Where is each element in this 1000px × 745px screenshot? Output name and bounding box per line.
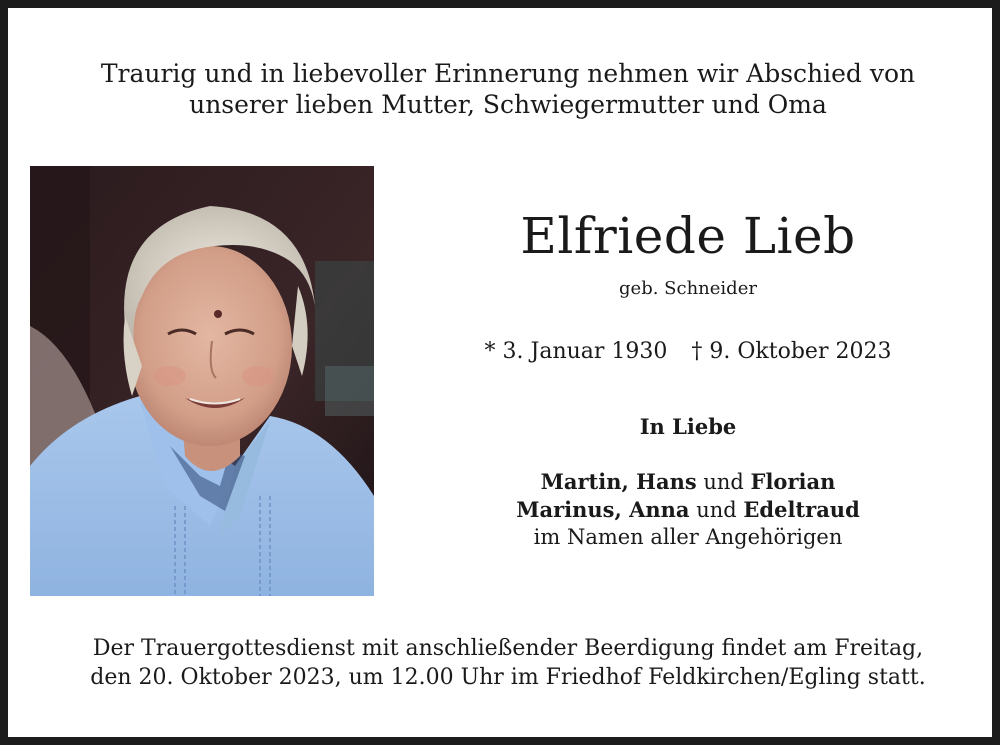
death-date: † 9. Oktober 2023 bbox=[691, 339, 892, 364]
deceased-name: Elfriede Lieb bbox=[520, 207, 856, 265]
conjunction: und bbox=[696, 498, 737, 522]
mourners-row-3: im Namen aller Angehörigen bbox=[533, 525, 843, 549]
portrait-photo bbox=[30, 166, 374, 596]
mourner-names: Martin, Hans bbox=[540, 469, 697, 494]
service-line-1: Der Trauergottesdienst mit anschließender Beerdigung findet am Freitag, bbox=[92, 636, 924, 661]
mourners-row-1 bbox=[468, 468, 908, 496]
life-dates bbox=[468, 338, 908, 366]
intro-line-1: Traurig und in liebevoller Erinnerung nehmen wir Abschied von bbox=[100, 59, 916, 88]
mourners-list bbox=[468, 468, 908, 551]
conjunction: und bbox=[703, 470, 744, 494]
maiden-name: geb. Schneider bbox=[619, 278, 757, 299]
mourners-row-2 bbox=[468, 496, 908, 524]
intro-line-2: unserer lieben Mutter, Schwiegermutter und Oma bbox=[189, 90, 827, 119]
service-announcement bbox=[8, 634, 1000, 692]
mourner-names: Edeltraud bbox=[743, 497, 860, 522]
intro-text bbox=[8, 58, 1000, 120]
mourner-names: Marinus, Anna bbox=[516, 497, 690, 522]
service-line-2: den 20. Oktober 2023, um 12.00 Uhr im Friedhof Feldkirchen/Egling statt. bbox=[90, 665, 926, 690]
birth-date: * 3. Januar 1930 bbox=[484, 339, 668, 364]
mourner-names: Florian bbox=[750, 469, 836, 494]
mourners-heading: In Liebe bbox=[639, 414, 737, 439]
